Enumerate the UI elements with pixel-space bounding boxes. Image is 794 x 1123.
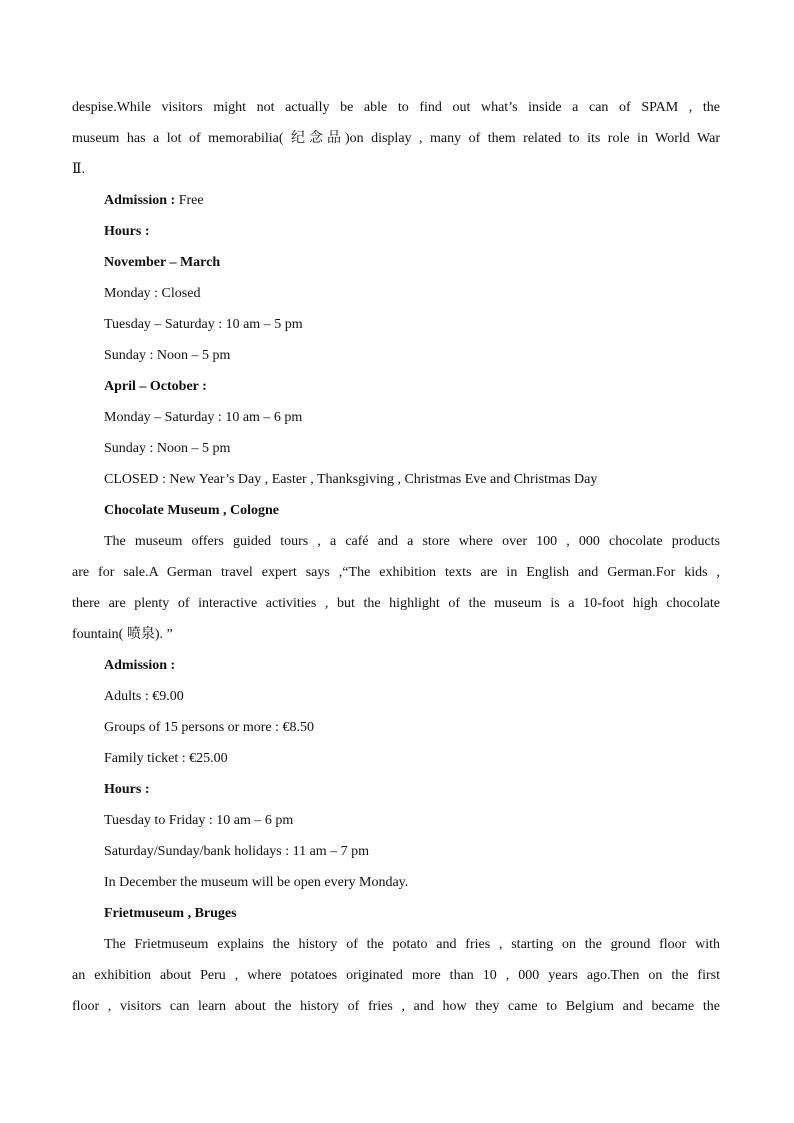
spam-paragraph-line: despise.While visitors might not actually be able to find out what’s inside a can of SPAM , the bbox=[72, 100, 720, 115]
section-heading: Frietmuseum , Bruges bbox=[104, 906, 237, 921]
hours-row: Tuesday to Friday : 10 am – 6 pm bbox=[104, 813, 294, 828]
hours-row: Monday : Closed bbox=[104, 286, 201, 301]
hours-row: In December the museum will be open every Monday. bbox=[104, 875, 409, 890]
spam-admission bbox=[72, 185, 720, 216]
season-label: April – October : bbox=[104, 379, 207, 394]
friet-paragraph-line: an exhibition about Peru , where potatoes originated more than 10 , 000 years ago.Then on the first bbox=[72, 968, 720, 983]
hours-label: Hours : bbox=[104, 224, 150, 239]
friet-paragraph-line: floor , visitors can learn about the history of fries , and how they came to Belgium and became the bbox=[72, 999, 720, 1014]
document-page bbox=[72, 92, 720, 1022]
chocolate-paragraph-line: fountain( 喷泉). ” bbox=[72, 627, 173, 642]
spam-paragraph-line: museum has a lot of memorabilia( 纪念品)on display , many of them related to its role in World War bbox=[72, 131, 720, 146]
price-row: Adults : €9.00 bbox=[104, 689, 184, 704]
hours-row: Monday – Saturday : 10 am – 6 pm bbox=[104, 410, 303, 425]
spam-paragraph-line: Ⅱ. bbox=[72, 162, 86, 177]
price-row: Family ticket : €25.00 bbox=[104, 751, 228, 766]
friet-paragraph-line: The Frietmuseum explains the history of the potato and fries , starting on the ground floor with bbox=[104, 937, 720, 952]
chocolate-paragraph-line: are for sale.A German travel expert says ,“The exhibition texts are in English and German.For kids , bbox=[72, 565, 720, 580]
chocolate-paragraph-line: there are plenty of interactive activities , but the highlight of the museum is a 10-foot high chocolate bbox=[72, 596, 720, 611]
section-heading: Chocolate Museum , Cologne bbox=[104, 503, 279, 518]
admission-label: Admission : bbox=[104, 193, 176, 208]
hours-row: Sunday : Noon – 5 pm bbox=[104, 348, 231, 363]
hours-row: Tuesday – Saturday : 10 am – 5 pm bbox=[104, 317, 303, 332]
price-row: Groups of 15 persons or more : €8.50 bbox=[104, 720, 314, 735]
chocolate-paragraph-line: The museum offers guided tours , a café and a store where over 100 , 000 chocolate products bbox=[104, 534, 720, 549]
admission-label: Admission : bbox=[104, 658, 176, 673]
hours-row: Saturday/Sunday/bank holidays : 11 am – 7 pm bbox=[104, 844, 370, 859]
hours-label: Hours : bbox=[104, 782, 150, 797]
admission-value: Free bbox=[175, 193, 204, 208]
hours-row: Sunday : Noon – 5 pm bbox=[104, 441, 231, 456]
season-label: November – March bbox=[104, 255, 221, 270]
closed-note: CLOSED : New Year’s Day , Easter , Thanksgiving , Christmas Eve and Christmas Day bbox=[104, 472, 598, 487]
